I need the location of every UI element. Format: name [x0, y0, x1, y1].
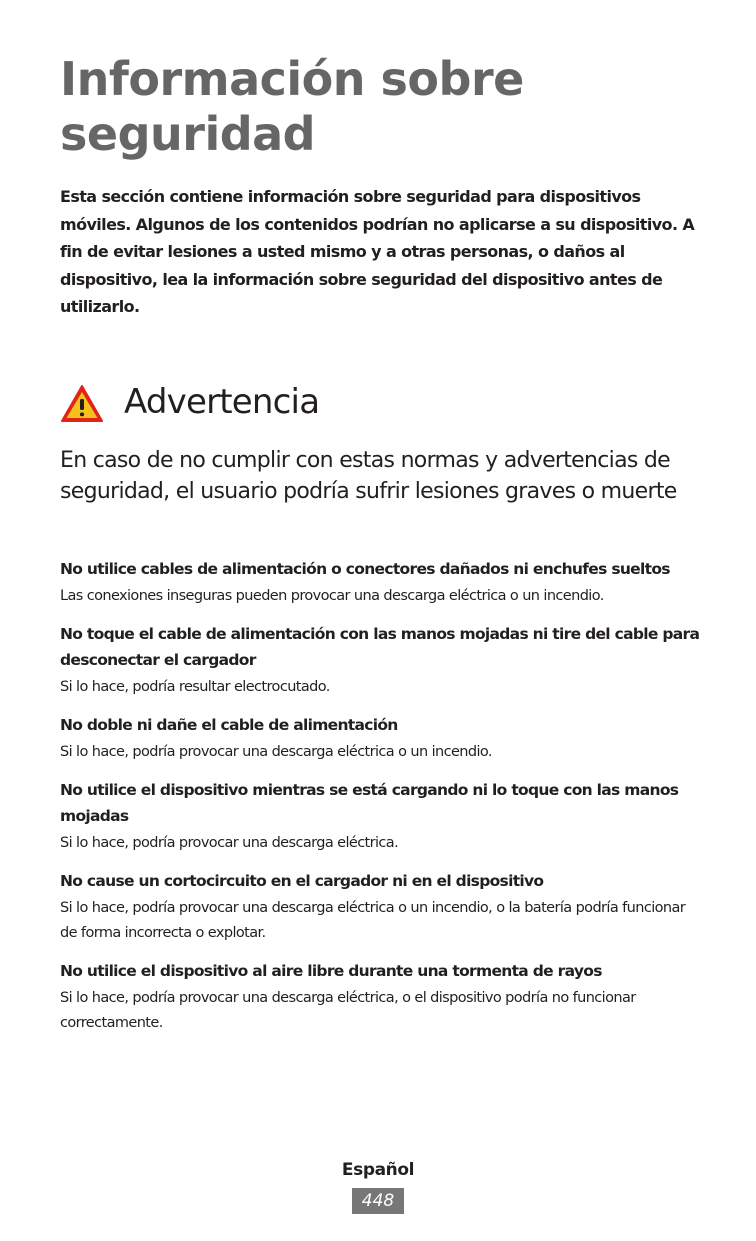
warning-subtitle: En caso de no cumplir con estas normas y advertencias de seguridad, el usuario podría sufrir lesiones graves o muerte	[60, 448, 677, 504]
safety-item-body: Si lo hace, podría provocar una descarga eléctrica o un incendio.	[60, 744, 492, 760]
footer-language: Español	[341, 1160, 415, 1180]
safety-item-title: No toque el cable de alimentación con las manos mojadas ni tire del cable para desconectar el cargador	[60, 625, 700, 669]
safety-item-body: Si lo hace, podría resultar electrocutado.	[60, 679, 330, 695]
safety-item-title: No utilice el dispositivo mientras se está cargando ni lo toque con las manos mojadas	[60, 781, 679, 825]
safety-item-title: No utilice el dispositivo al aire libre durante una tormenta de rayos	[60, 962, 602, 980]
warning-title: Advertencia	[124, 382, 320, 422]
safety-item-title: No doble ni dañe el cable de alimentación	[60, 716, 398, 734]
safety-item-body: Si lo hace, podría provocar una descarga eléctrica.	[60, 835, 399, 851]
intro-paragraph: Esta sección contiene información sobre seguridad para dispositivos móviles. Algunos de los contenidos podrían no aplicarse a su dispositivo. A fin de evitar lesiones a usted mismo y a otras personas, o daños al dispositivo, lea la información sobre seguridad del dispositivo antes de utilizarlo.	[60, 187, 695, 316]
warning-triangle-icon	[60, 384, 104, 424]
safety-item-title: No cause un cortocircuito en el cargador ni en el dispositivo	[60, 872, 544, 890]
safety-item	[60, 958, 700, 1036]
safety-item	[60, 777, 700, 856]
safety-item-body: Si lo hace, podría provocar una descarga eléctrica o un incendio, o la batería podría funcionar de forma incorrecta o explotar.	[60, 900, 686, 941]
safety-item-body: Si lo hace, podría provocar una descarga eléctrica, o el dispositivo podría no funcionar correctamente.	[60, 990, 636, 1031]
safety-item-title: No utilice cables de alimentación o conectores dañados ni enchufes sueltos	[60, 560, 670, 578]
warning-header	[60, 380, 700, 426]
safety-item	[60, 868, 700, 946]
page-title: Información sobre seguridad	[60, 52, 524, 161]
safety-item	[60, 556, 700, 609]
safety-item-body: Las conexiones inseguras pueden provocar una descarga eléctrica o un incendio.	[60, 588, 604, 604]
safety-item	[60, 621, 700, 700]
safety-items	[60, 556, 700, 1048]
safety-item	[60, 712, 700, 765]
page-number: 448	[352, 1188, 404, 1214]
